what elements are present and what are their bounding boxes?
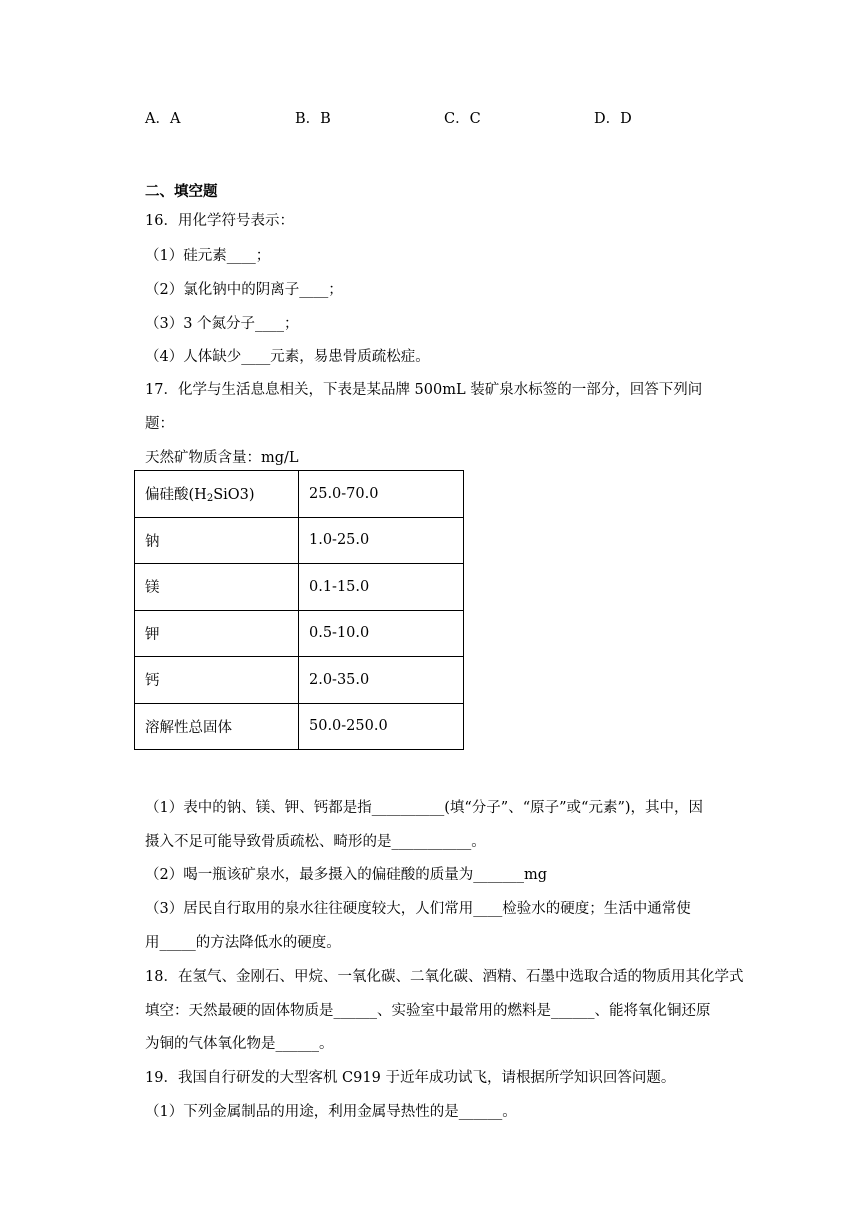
q17-stem-line2: 题： <box>145 416 174 432</box>
mineral-value: 0.1-15.0 <box>299 564 464 611</box>
q18-line3: 为铜的气体氧化物是______。 <box>145 1036 334 1052</box>
q17-sub3-line2: 用_____的方法降低水的硬度。 <box>145 935 341 951</box>
q18-line2: 填空：天然最硬的固体物质是______、实验室中最常用的燃料是______、能将氧化铜还原 <box>145 1003 711 1019</box>
q17-sub1-line2: 摄入不足可能导致骨质疏松、畸形的是___________。 <box>145 834 486 850</box>
mineral-value: 25.0-70.0 <box>299 471 464 518</box>
table-row <box>135 703 464 750</box>
option-c: C．C <box>444 111 481 127</box>
option-b: B．B <box>295 111 331 127</box>
mineral-value: 0.5-10.0 <box>299 610 464 657</box>
q18-line1: 18．在氢气、金刚石、甲烷、一氧化碳、二氧化碳、酒精、石墨中选取合适的物质用其化学式 <box>145 969 744 985</box>
table-row <box>135 610 464 657</box>
table-row <box>135 517 464 564</box>
q17-sub3-line1: （3）居民自行取用的泉水往往硬度较大，人们常用____检验水的硬度；生活中通常使 <box>145 901 691 917</box>
table-row <box>135 471 464 518</box>
minerals-table <box>134 470 464 750</box>
q17-stem-line1: 17．化学与生活息息相关，下表是某品牌 500mL 装矿泉水标签的一部分，回答下列问 <box>145 382 703 398</box>
q17-sub2: （2）喝一瓶该矿泉水，最多摄入的偏硅酸的质量为_______mg <box>145 867 548 883</box>
mineral-name: 偏硅酸$(H_2SiO3)$ <box>135 471 299 518</box>
section-title: 二、填空题 <box>145 183 218 200</box>
q16-item-2: （2）氯化钠中的阴离子____； <box>145 282 343 298</box>
mineral-value: 2.0-35.0 <box>299 657 464 704</box>
q16-item-1: （1）硅元素____； <box>145 248 271 264</box>
mineral-name: 镁 <box>135 564 299 611</box>
mineral-name: 钠 <box>135 517 299 564</box>
mineral-value: 50.0-250.0 <box>299 703 464 750</box>
q19-sub1: （1）下列金属制品的用途，利用金属导热性的是______。 <box>145 1104 517 1120</box>
table-row <box>135 564 464 611</box>
mineral-value: 1.0-25.0 <box>299 517 464 564</box>
table-row <box>135 657 464 704</box>
q16-item-4: （4）人体缺少____元素，易患骨质疏松症。 <box>145 349 430 365</box>
q17-sub1-line1: （1）表中的钠、镁、钾、钙都是指__________(填“分子”、“原子”或“元素”)，其中，因 <box>145 800 704 816</box>
option-a: A．A <box>145 111 181 127</box>
q17-table-caption: 天然矿物质含量：mg/L <box>145 450 299 466</box>
q16-stem: 16．用化学符号表示： <box>145 213 294 229</box>
q19-stem: 19．我国自行研发的大型客机 C919 于近年成功试飞，请根据所学知识回答问题。 <box>145 1070 676 1086</box>
mineral-name: 溶解性总固体 <box>135 703 299 750</box>
mineral-name: 钙 <box>135 657 299 704</box>
q16-item-3: （3）3 个氮分子____； <box>145 316 299 332</box>
option-d: D．D <box>594 111 632 127</box>
mineral-name: 钾 <box>135 610 299 657</box>
